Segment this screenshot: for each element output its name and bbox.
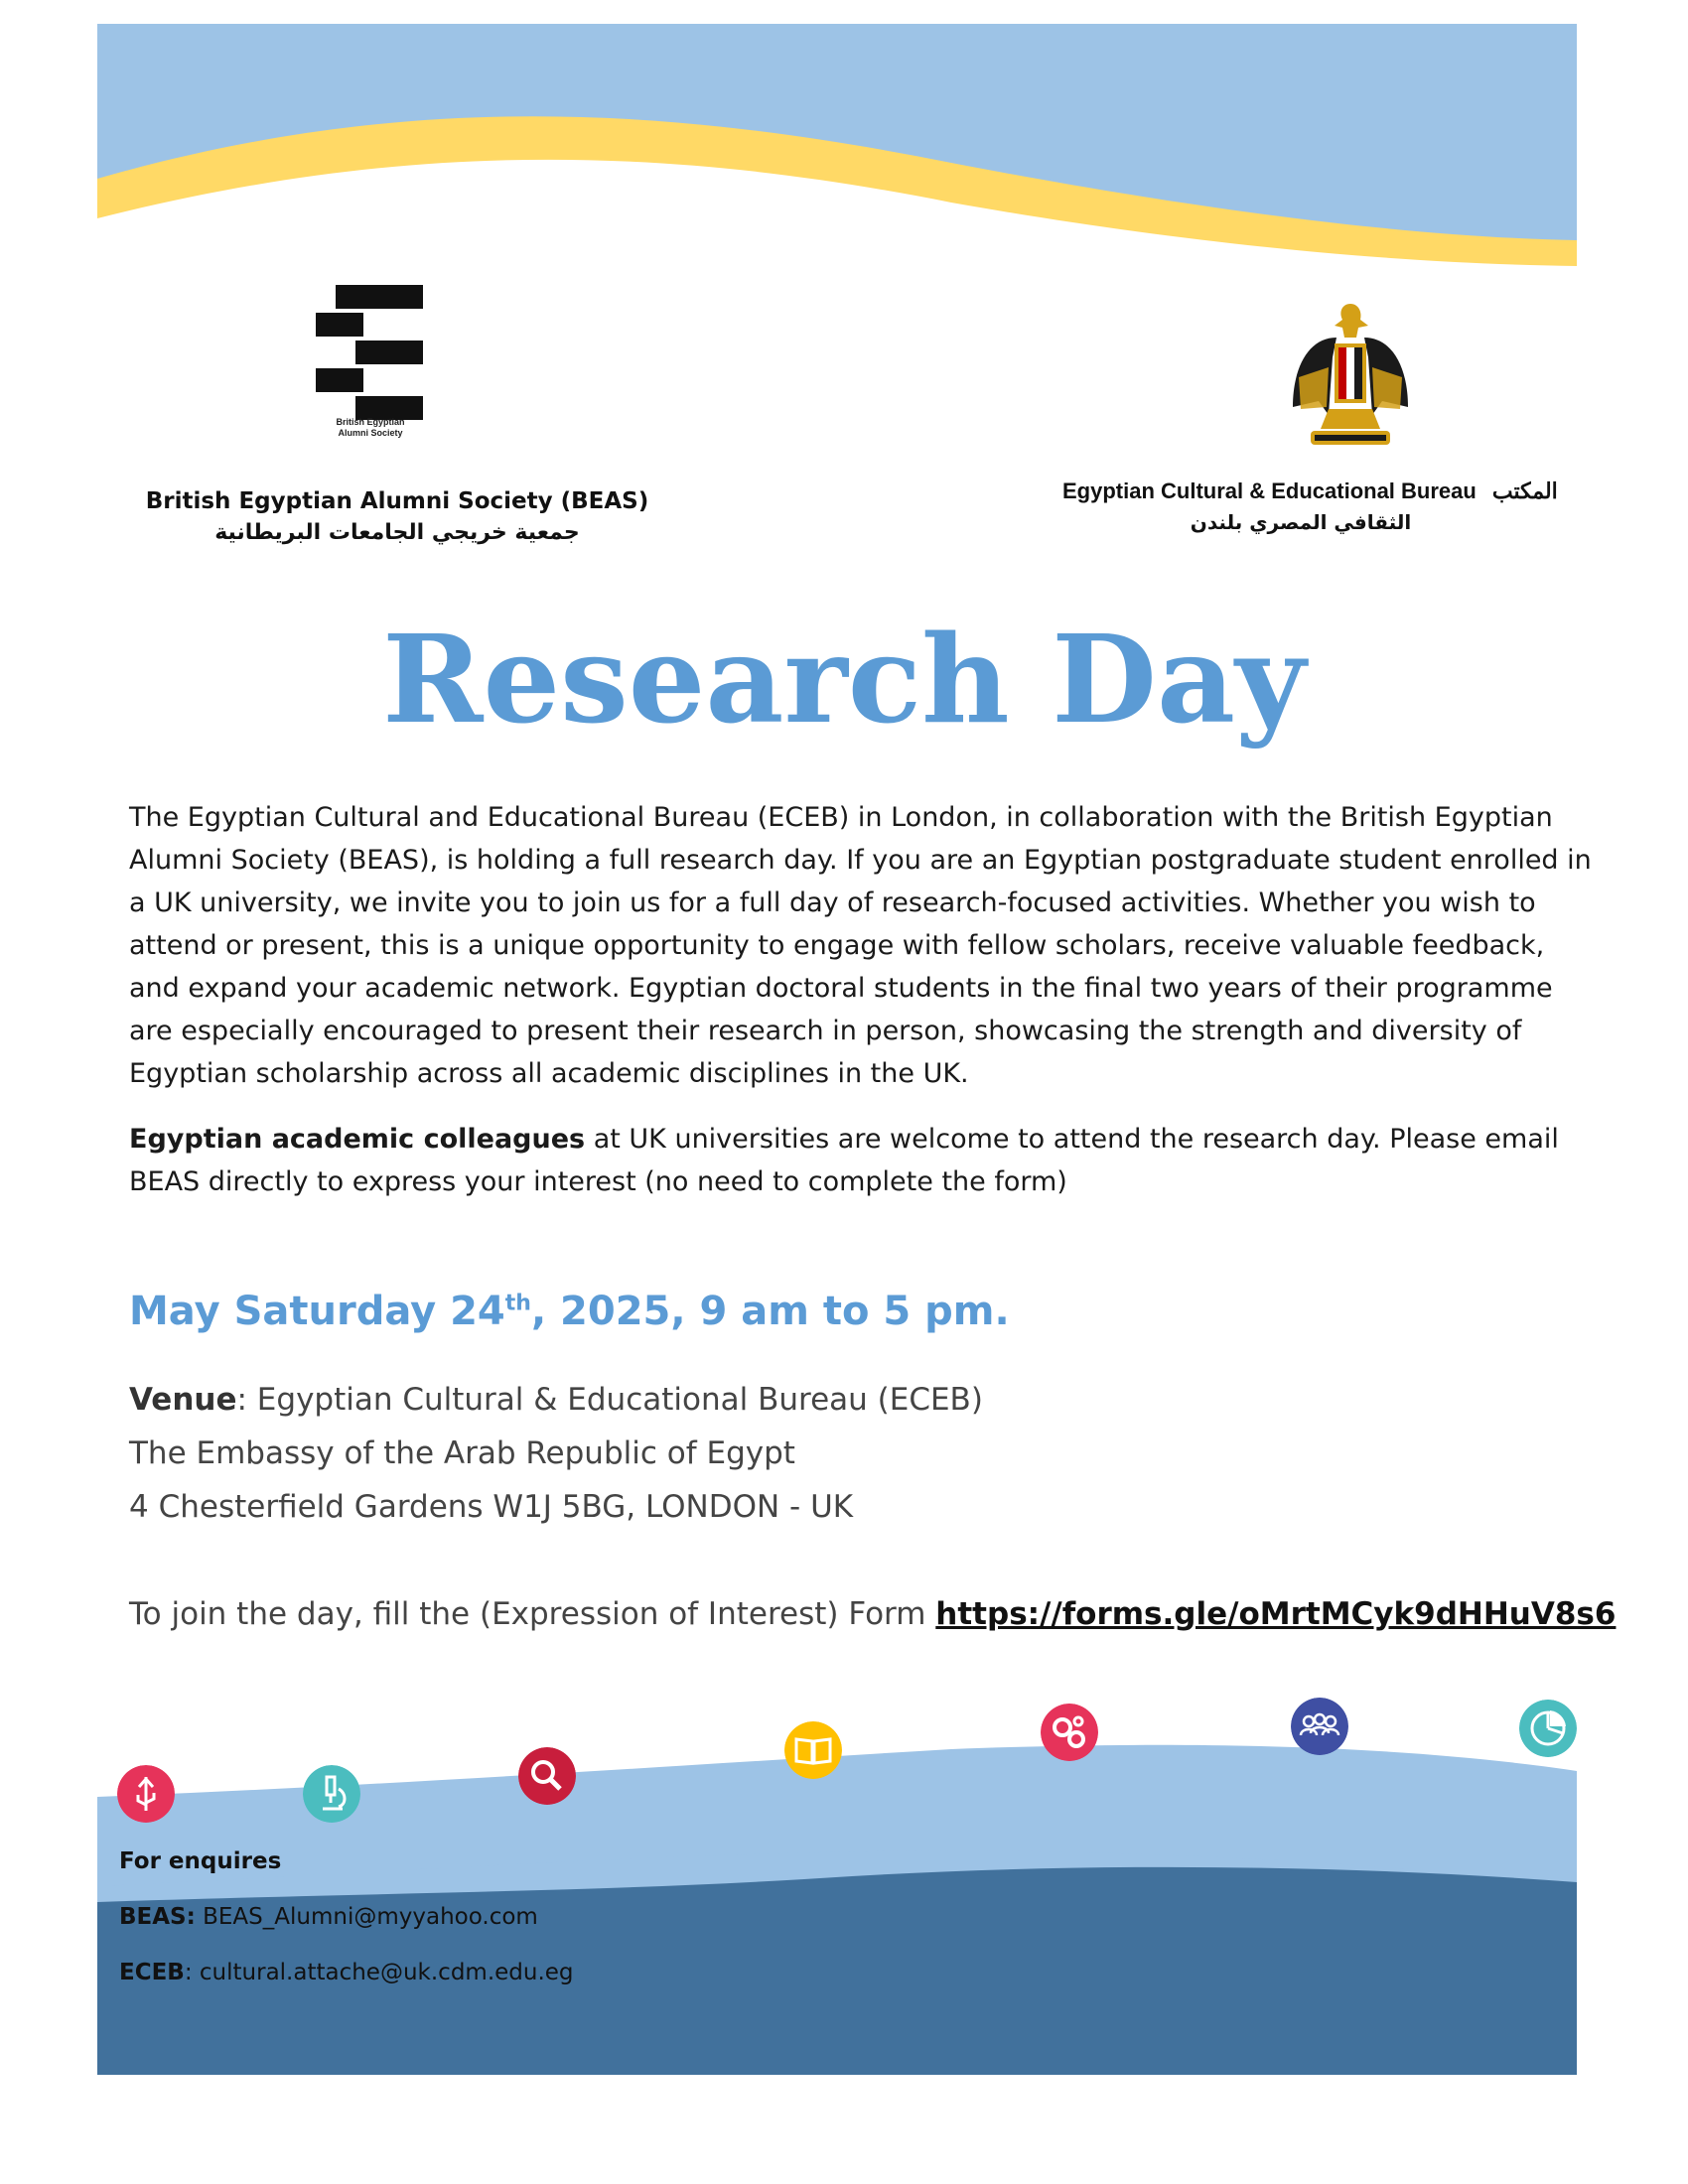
beas-contact	[119, 1904, 538, 1930]
eceb-name-en: Egyptian Cultural & Educational Bureau	[1062, 478, 1477, 503]
join-text: To join the day, fill the (Expression of Interest) Form	[129, 1596, 936, 1632]
eceb-contact-label: ECEB	[119, 1960, 185, 1985]
microscope-icon	[303, 1765, 360, 1823]
beas-name-ar: جمعية خريجي الجامعات البريطانية	[214, 520, 580, 545]
form-link[interactable]: https://forms.gle/oMrtMCyk9dHHuV8s6	[935, 1596, 1617, 1632]
usb-icon	[117, 1765, 175, 1823]
pie-chart-icon	[1519, 1700, 1577, 1757]
date-ordinal: th	[504, 1291, 531, 1316]
join-instructions	[129, 1596, 1616, 1632]
eceb-name-ar-part2: الثقافي المصري بلندن	[1190, 510, 1412, 534]
group-icon	[1291, 1698, 1348, 1755]
colleagues-paragraph	[129, 1118, 1599, 1203]
event-date	[129, 1289, 1010, 1334]
venue-line-1	[129, 1382, 983, 1418]
date-suffix: , 2025, 9 am to 5 pm.	[530, 1289, 1010, 1334]
page-title: Research Day	[382, 608, 1306, 751]
beas-email[interactable]: BEAS_Alumni@myyahoo.com	[195, 1904, 538, 1930]
beas-name-en: British Egyptian Alumni Society (BEAS)	[145, 488, 649, 514]
colleagues-text: at UK universities are welcome to attend the research day. Please email BEAS directly to express your interest (no need to complete the form)	[129, 1124, 1559, 1197]
date-prefix: May Saturday 24	[129, 1289, 505, 1334]
eceb-contact	[119, 1960, 574, 1985]
eceb-email[interactable]: : cultural.attache@uk.cdm.edu.eg	[184, 1960, 574, 1985]
eceb-name	[1062, 478, 1599, 504]
gears-icon	[1041, 1704, 1098, 1761]
beas-contact-label: BEAS:	[119, 1904, 196, 1930]
venue-line-3: 4 Chesterfield Gardens W1J 5BG, LONDON - UK	[129, 1489, 854, 1525]
venue-line-2: The Embassy of the Arab Republic of Egypt	[129, 1435, 795, 1471]
book-icon	[784, 1721, 842, 1779]
enquires-label: For enquires	[119, 1848, 282, 1874]
egypt-eagle-emblem-icon	[1289, 298, 1412, 457]
beas-logo-caption: British Egyptian Alumni Society	[336, 417, 405, 438]
colleagues-bold: Egyptian academic colleagues	[129, 1124, 586, 1155]
eceb-name-ar-part1: المكتب	[1491, 478, 1558, 503]
magnifier-icon	[518, 1747, 576, 1805]
top-wave-banner	[97, 24, 1577, 272]
venue-label: Venue	[129, 1382, 237, 1418]
venue-name: : Egyptian Cultural & Educational Bureau (ECEB)	[236, 1382, 983, 1418]
intro-paragraph: The Egyptian Cultural and Educational Bureau (ECEB) in London, in collaboration with the British Egyptian Alumni Society (BEAS), is holding a full research day. If you are an Egyptian postgraduate student enrolled in a UK university, we invite you to join us for a full day of research-focused activities. Whether you wish to attend or present, this is a unique opportunity to engage with fellow scholars, receive valuable feedback, and expand your academic network. Egyptian doctoral students in the final two years of their programme are especially encouraged to present their research in person, showcasing the strength and diversity of Egyptian scholarship across all academic disciplines in the UK.	[129, 802, 1592, 1089]
